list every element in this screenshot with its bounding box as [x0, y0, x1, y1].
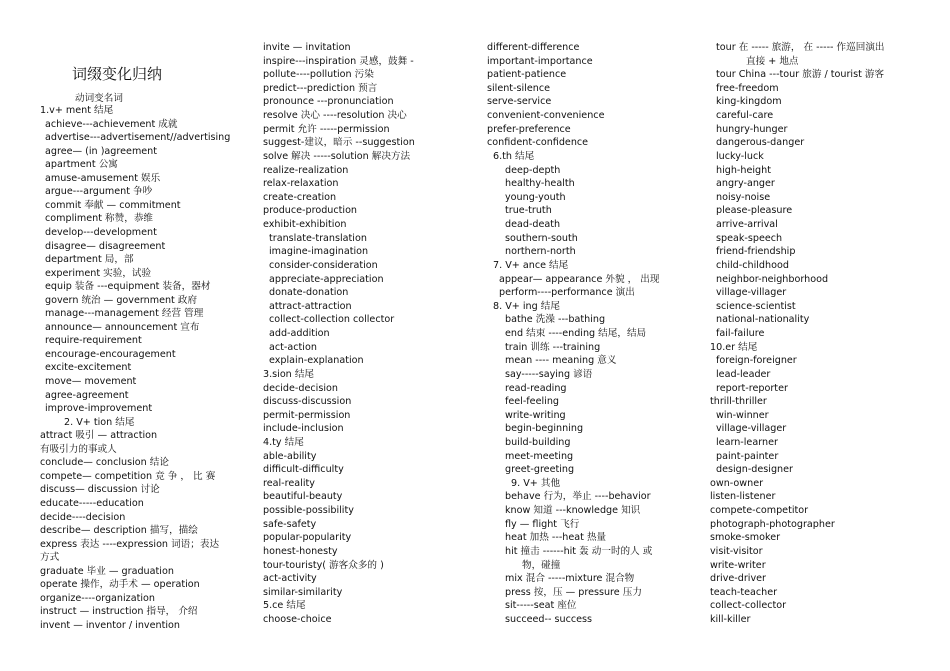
vocab-line: careful-care: [716, 110, 774, 122]
vocab-line: young-youth: [505, 191, 566, 203]
vocab-line: educate-----education: [40, 497, 144, 509]
vocab-line: true-truth: [505, 205, 552, 217]
vocab-line: please-pleasure: [716, 205, 793, 217]
vocab-line: pollute----pollution 污染: [263, 69, 374, 81]
vocab-line: advertise---advertisement//advertising: [45, 132, 231, 144]
vocab-line: commit 奉献 — commitment: [45, 199, 181, 211]
vocab-line: feel-feeling: [505, 396, 559, 408]
vocab-line: say-----saying 谚语: [505, 368, 593, 380]
vocab-line: 1.v+ ment 结尾: [40, 105, 114, 116]
vocab-line: begin-beginning: [505, 423, 584, 435]
vocab-line: compete-competitor: [710, 505, 809, 517]
vocab-line: similar-similarity: [263, 586, 343, 598]
vocab-line: require-requirement: [45, 335, 142, 347]
vocab-line: king-kingdom: [716, 96, 782, 108]
vocab-line: translate-translation: [269, 232, 367, 244]
vocab-line: consider-consideration: [269, 259, 378, 271]
vocab-line: permit 允许 -----permission: [263, 123, 390, 135]
vocab-line: 7. V+ ance 结尾: [493, 259, 569, 271]
vocab-line: kill-killer: [710, 614, 751, 626]
vocab-line: important-importance: [487, 55, 593, 67]
vocab-line: instruct — instruction 指导， 介绍: [40, 606, 198, 618]
vocab-line: fly — flight 飞行: [505, 518, 580, 530]
vocab-line: 10.er 结尾: [710, 341, 758, 353]
vocab-line: prefer-preference: [487, 123, 571, 135]
vocab-line: disagree— disagreement: [45, 240, 166, 252]
vocab-line: improve-improvement: [45, 403, 153, 415]
vocab-line: collect-collector: [710, 600, 787, 612]
vocab-line: agree— (in )agreement: [45, 145, 158, 157]
vocab-line: own-owner: [710, 477, 764, 489]
vocab-line: friend-friendship: [716, 246, 796, 258]
vocab-line: popular-popularity: [263, 532, 352, 544]
vocab-line: appear— appearance 外貌 ， 出现: [499, 273, 660, 285]
vocab-line: explain-explanation: [269, 355, 364, 367]
vocab-line: high-height: [716, 164, 771, 176]
vocab-line: teach-teacher: [710, 586, 778, 598]
vocab-line: act-activity: [263, 573, 317, 585]
vocab-line: achieve---achievement 成就: [45, 118, 178, 130]
vocab-line: dead-death: [505, 219, 561, 231]
vocab-line: bathe 洗澡 ---bathing: [505, 314, 606, 326]
vocab-line: apartment 公寓: [45, 159, 118, 171]
vocab-line: mean ---- meaning 意义: [505, 355, 617, 367]
vocab-line: drive-driver: [710, 573, 766, 585]
vocab-line: include-inclusion: [263, 423, 344, 435]
vocab-line: child-childhood: [716, 259, 789, 271]
vocab-line: southern-south: [505, 232, 578, 244]
vocab-line: develop---development: [45, 226, 157, 238]
vocab-line: able-ability: [263, 450, 317, 462]
vocab-line: graduate 毕业 — graduation: [40, 565, 174, 577]
vocab-line: succeed-- success: [505, 614, 593, 626]
vocab-line: confident-confidence: [487, 137, 589, 149]
vocab-line: write-writer: [710, 559, 766, 571]
vocab-line: greet-greeting: [505, 464, 575, 476]
vocab-line: noisy-noise: [716, 191, 771, 203]
vocab-line: discuss— discussion 讨论: [40, 484, 160, 496]
vocab-line: neighbor-neighborhood: [716, 273, 829, 285]
vocab-line: permit-permission: [263, 409, 351, 421]
vocab-line: resolve 决心 ----resolution 决心: [263, 110, 407, 122]
vocab-line: suggest-建议，暗示 --suggestion: [263, 137, 415, 149]
vocab-line: predict---prediction 预言: [263, 82, 378, 94]
vocab-line: 2. V+ tion 结尾: [64, 416, 135, 428]
vocab-line: fail-failure: [716, 328, 765, 340]
vocab-line: smoke-smoker: [710, 532, 781, 544]
vocab-line: invite — invitation: [263, 42, 351, 53]
vocab-line: photograph-photographer: [710, 518, 835, 530]
vocab-line: patient-patience: [487, 69, 567, 81]
vocab-line: act-action: [269, 341, 317, 353]
vocab-line: organize----organization: [40, 592, 155, 604]
vocab-line: perform----performance 演出: [499, 287, 635, 299]
vocab-line: possible-possibility: [263, 505, 354, 517]
vocab-line: win-winner: [716, 409, 769, 421]
vocab-line: visit-visitor: [710, 545, 763, 557]
vocab-line: tour China ---tour 旅游 / tourist 游客: [716, 69, 885, 81]
vocab-line: decide-decision: [263, 382, 338, 394]
vocab-line: discuss-discussion: [263, 396, 352, 408]
vocab-line: honest-honesty: [263, 545, 338, 557]
vocab-line: village-villager: [716, 287, 787, 299]
vocab-line: realize-realization: [263, 164, 349, 176]
vocab-line: real-reality: [263, 477, 315, 489]
vocab-line: press 按，压 — pressure 压力: [505, 586, 642, 598]
vocab-line: learn-learner: [716, 436, 778, 448]
vocab-line: heat 加热 ---heat 热量: [505, 532, 607, 544]
vocab-line: amuse-amusement 娱乐: [45, 172, 161, 184]
vocab-line: difficult-difficulty: [263, 464, 344, 476]
vocab-line: train 训练 ---training: [505, 341, 601, 353]
vocab-line: produce-production: [263, 205, 358, 217]
vocab-line: move— movement: [45, 376, 137, 387]
vocab-line: excite-excitement: [45, 362, 132, 374]
vocab-line: 8. V+ ing 结尾: [493, 300, 560, 312]
vocab-line: 6.th 结尾: [493, 150, 535, 162]
vocab-line: deep-depth: [505, 164, 561, 176]
vocab-line: paint-painter: [716, 450, 779, 462]
vocab-line: lead-leader: [716, 368, 771, 380]
vocab-line: attract 吸引 — attraction: [40, 430, 158, 442]
vocab-line: 4.ty 结尾: [263, 436, 304, 448]
vocab-line: serve-service: [487, 96, 552, 108]
vocab-line: announce— announcement 宣布: [45, 321, 200, 333]
vocab-line: northern-north: [505, 246, 576, 258]
vocab-line: add-addition: [269, 328, 330, 340]
vocab-line: angry-anger: [716, 178, 775, 190]
vocab-line: pronounce ---pronunciation: [263, 96, 394, 108]
vocab-line: behave 行为，举止 ----behavior: [505, 491, 651, 503]
vocab-line: write-writing: [505, 409, 566, 421]
vocab-line: 9. V+ 其他: [511, 477, 561, 489]
vocab-line: meet-meeting: [505, 450, 574, 462]
vocab-line: imagine-imagination: [269, 246, 369, 258]
vocab-line: relax-relaxation: [263, 178, 339, 190]
vocab-line: 5.ce 结尾: [263, 600, 306, 612]
vocab-line: tour 在 ----- 旅游， 在 ----- 作巡回演出: [716, 42, 885, 53]
vocab-line: national-nationality: [716, 314, 810, 326]
vocab-line: manage---management 经营 管理: [45, 308, 204, 320]
vocab-line: report-reporter: [716, 382, 788, 394]
section-subtitle: 动词变名词: [75, 93, 123, 104]
vocab-line: mix 混合 -----mixture 混合物: [505, 573, 635, 585]
vocab-line: know 知道 ---knowledge 知识: [505, 505, 641, 517]
vocab-line: village-villager: [716, 423, 787, 435]
vocab-line: operate 操作，动手术 — operation: [40, 579, 200, 591]
vocab-line: experiment 实验，试验: [45, 267, 152, 279]
vocab-line: speak-speech: [716, 232, 783, 244]
vocab-line: 有吸引力的事或人: [40, 443, 117, 455]
vocab-line: donate-donation: [269, 287, 349, 299]
vocab-line: read-reading: [505, 382, 567, 394]
vocab-line: design-designer: [716, 464, 793, 476]
vocab-line: encourage-encouragement: [45, 348, 176, 360]
vocab-line: convenient-convenience: [487, 110, 605, 122]
vocab-line: sit-----seat 座位: [505, 600, 577, 612]
vocab-line: safe-safety: [263, 518, 317, 530]
vocab-line: healthy-health: [505, 178, 575, 190]
vocab-line: describe— description 描写，描绘: [40, 525, 198, 537]
vocab-line: 方式: [40, 552, 60, 564]
vocab-line: hit 撞击 ------hit 轰 动一时的人 或: [505, 545, 653, 557]
vocab-line: foreign-foreigner: [716, 355, 797, 367]
vocab-line: create-creation: [263, 191, 337, 203]
vocab-line: dangerous-danger: [716, 137, 805, 149]
vocab-line: solve 解决 -----solution 解决方法: [263, 150, 411, 162]
vocab-line: thrill-thriller: [710, 396, 767, 408]
vocab-line: build-building: [505, 436, 571, 448]
vocab-line: express 表达 ----expression 词语；表达: [40, 538, 220, 550]
vocab-line: hungry-hunger: [716, 123, 788, 135]
vocab-line: department 局，部: [45, 254, 134, 266]
vocab-line: lucky-luck: [716, 150, 764, 162]
vocab-line: tour-touristy( 游客众多的 ): [263, 559, 384, 571]
vocab-line: free-freedom: [716, 82, 779, 94]
vocab-line: conclude— conclusion 结论: [40, 457, 169, 469]
vocab-line: govern 统治 — government 政府: [45, 294, 198, 306]
vocab-line: inspire---inspiration 灵感，鼓舞 -: [263, 55, 414, 67]
vocab-line: equip 装备 ---equipment 装备，器材: [45, 281, 211, 293]
vocab-line: listen-listener: [710, 491, 776, 503]
vocab-line: beautiful-beauty: [263, 491, 343, 503]
vocab-line: arrive-arrival: [716, 219, 778, 231]
vocab-line: 3.sion 结尾: [263, 368, 315, 380]
vocab-line: different-difference: [487, 42, 580, 53]
vocab-line: invent — inventor / invention: [40, 619, 180, 631]
vocab-line: agree-agreement: [45, 389, 129, 401]
vocab-line: argue---argument 争吵: [45, 186, 153, 198]
vocab-line: attract-attraction: [269, 300, 352, 312]
vocab-line: compliment 称赞，恭维: [45, 213, 154, 225]
vocab-line: appreciate-appreciation: [269, 273, 384, 285]
vocab-line: collect-collection collector: [269, 314, 395, 326]
vocab-line: end 结束 ----ending 结尾，结局: [505, 328, 647, 340]
vocab-line: exhibit-exhibition: [263, 219, 347, 231]
vocab-line: choose-choice: [263, 614, 332, 626]
vocab-line: science-scientist: [716, 300, 796, 312]
vocab-line: decide----decision: [40, 511, 126, 523]
vocab-line: silent-silence: [487, 82, 551, 94]
vocab-line: 直接 + 地点: [746, 55, 799, 67]
page-title: 词缀变化归纳: [72, 65, 163, 83]
vocab-line: compete— competition 竞 争 ， 比 赛: [40, 470, 216, 482]
vocab-line: 物，碰撞: [522, 559, 561, 571]
